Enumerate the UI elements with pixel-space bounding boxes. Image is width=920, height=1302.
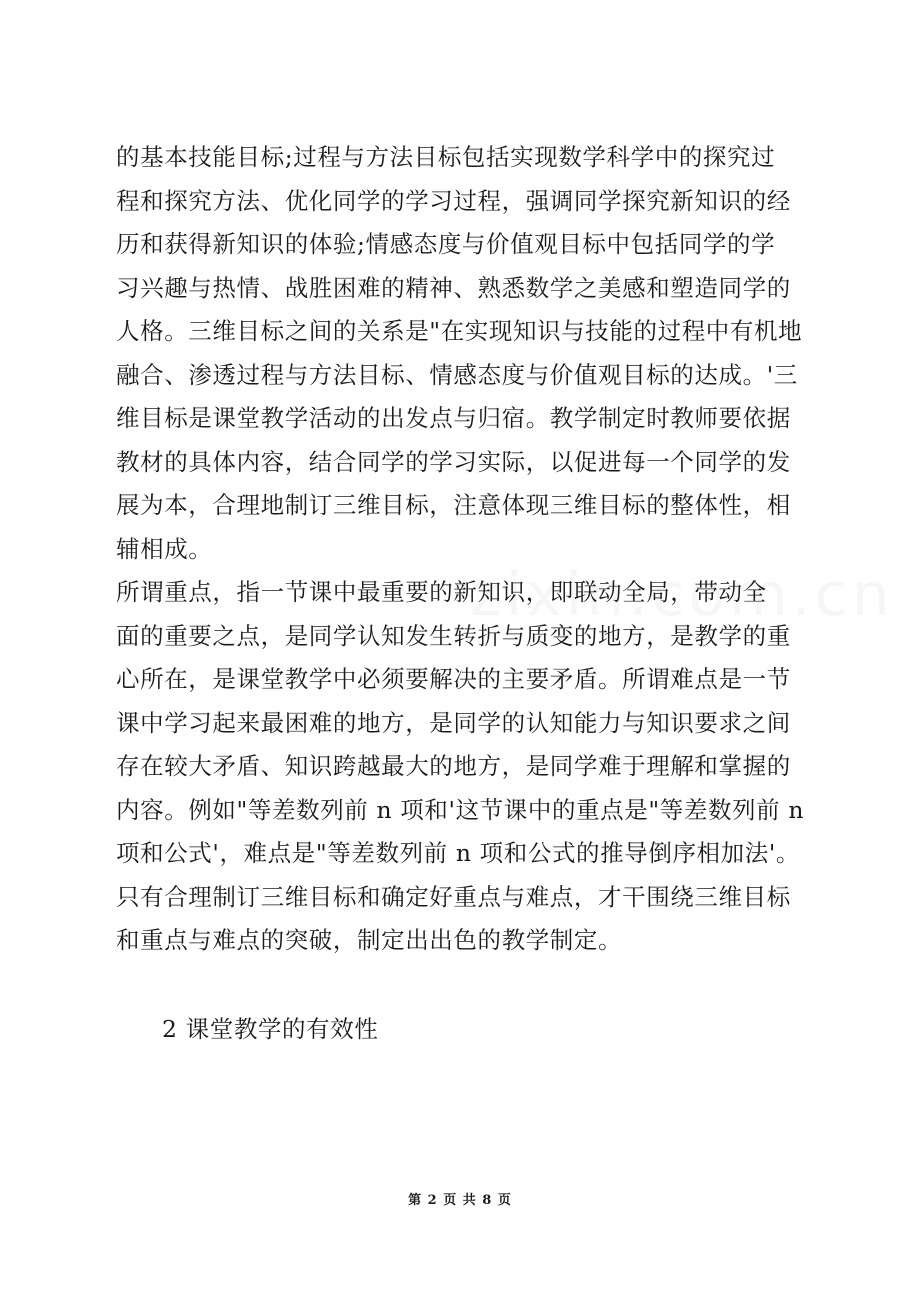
body-text-line: 程和探究方法、优化同学的学习过程，强调同学探究新知识的经 (116, 187, 791, 215)
body-text-line: 只有合理制订三维目标和确定好重点与难点，才干围绕三维目标 (116, 883, 791, 911)
page-footer: 第 2 页 共 8 页 (408, 1193, 512, 1208)
body-text-line: 习兴趣与热情、战胜困难的精神、熟悉数学之美感和塑造同学的 (116, 274, 791, 302)
body-text-line: 和重点与难点的突破，制定出出色的教学制定。 (116, 926, 623, 954)
body-text-line: 融合、渗透过程与方法目标、情感态度与价值观目标的达成。'三 (116, 361, 798, 389)
body-text-line: 面的重要之点，是同学认知发生转折与质变的地方，是教学的重 (116, 622, 791, 650)
body-text-line: 的基本技能目标;过程与方法目标包括实现数学科学中的探究过 (116, 143, 776, 171)
body-text-line: 维目标是课堂教学活动的出发点与归宿。教学制定时教师要依据 (116, 404, 791, 432)
body-text-line: 辅相成。 (116, 535, 213, 563)
body-text-line: 教材的具体内容，结合同学的学习实际，以促进每一个同学的发 (116, 448, 791, 476)
body-text-line: 项和公式'，难点是"等差数列前 n 项和公式的推导倒序相加法'。 (116, 839, 801, 867)
body-text-line: 内容。例如"等差数列前 n 项和'这节课中的重点是"等差数列前 n (116, 796, 805, 824)
body-text-line: 历和获得新知识的体验;情感态度与价值观目标中包括同学的学 (116, 230, 776, 258)
body-text-line: 课中学习起来最困难的地方，是同学的认知能力与知识要求之间 (116, 709, 791, 737)
section-heading: 2 课堂教学的有效性 (162, 1015, 379, 1043)
body-text-line: 所谓重点，指一节课中最重要的新知识，即联动全局，带动全 (116, 578, 767, 606)
body-text-line: 存在较大矛盾、知识跨越最大的地方，是同学难于理解和掌握的 (116, 752, 791, 780)
body-text-line: 展为本，合理地制订三维目标，注意体现三维目标的整体性，相 (116, 491, 791, 519)
body-text-line: 心所在，是课堂教学中必须要解决的主要矛盾。所谓难点是一节 (116, 665, 791, 693)
body-text-line: 人格。三维目标之间的关系是"在实现知识与技能的过程中有机地 (116, 317, 803, 345)
